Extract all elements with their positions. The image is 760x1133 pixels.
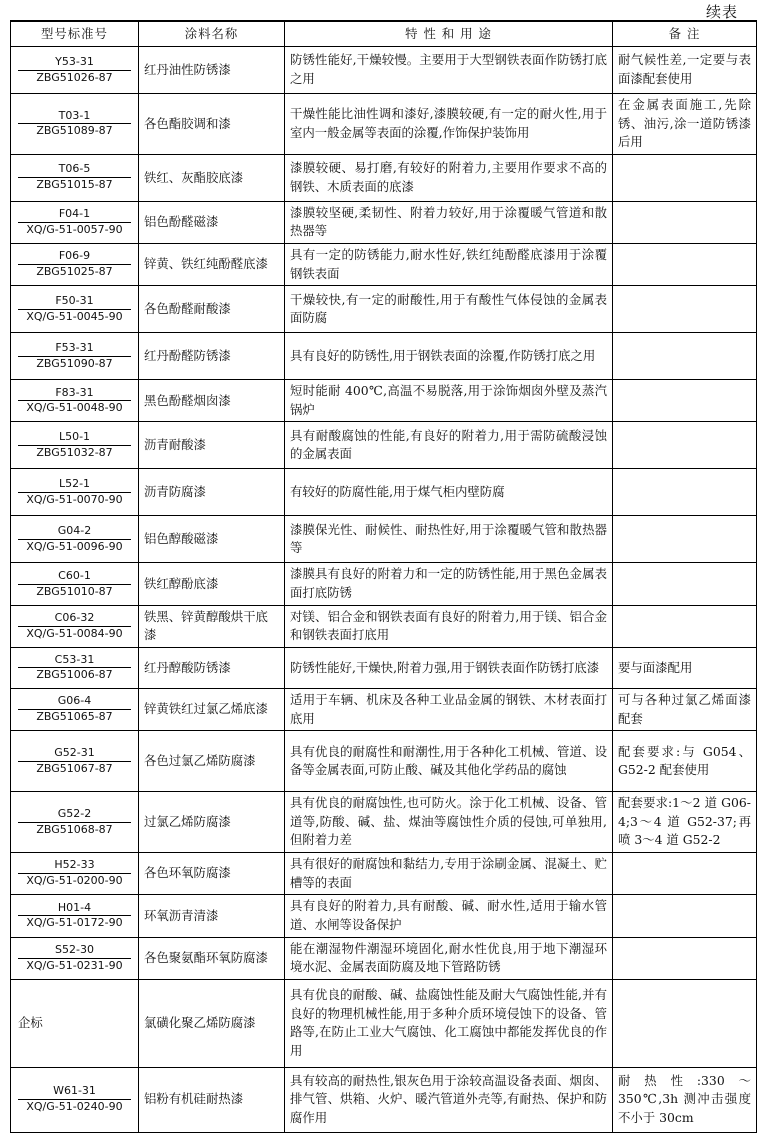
cell-use: 具有优良的耐腐性和耐潮性,用于各种化工机械、管道、设备等金属表面,可防止酸、碱及其他化学药品的腐蚀 (285, 731, 613, 792)
cell-name: 黑色酚醛烟囱漆 (139, 380, 285, 422)
cell-note (613, 154, 757, 201)
cell-name: 各色酚醛耐酸漆 (139, 286, 285, 333)
cell-use: 漆膜具有良好的附着力和一定的防锈性能,用于黑色金属表面打底防锈 (285, 563, 613, 605)
standard-number: ZBG51068-87 (36, 822, 113, 836)
cell-use: 防锈性能好,干燥较慢。主要用于大型钢铁表面作防锈打底之用 (285, 47, 613, 94)
model-number: C06-32 (18, 611, 131, 627)
cell-name: 红丹醇酸防锈漆 (139, 647, 285, 688)
table-row (11, 201, 757, 243)
cell-standard (11, 154, 139, 201)
cell-note (613, 979, 757, 1067)
cell-note (613, 937, 757, 979)
cell-use: 有较好的防腐性能,用于煤气柜内壁防腐 (285, 469, 613, 516)
cell-standard (11, 47, 139, 94)
cell-standard (11, 688, 139, 730)
cell-standard (11, 422, 139, 469)
standard-number: ZBG51026-87 (36, 70, 113, 84)
cell-standard (11, 895, 139, 937)
standard-number: ZBG51006-87 (36, 668, 113, 682)
cell-use: 具有优良的耐腐蚀性,也可防火。涂于化工机械、设备、管道等,防酸、碱、盐、煤油等腐蚀性介质的侵蚀,可单独用,但附着力差 (285, 792, 613, 853)
cell-note (613, 895, 757, 937)
standard-number: ZBG51015-87 (36, 178, 113, 192)
cell-standard (11, 731, 139, 792)
cell-use: 防锈性能好,干燥快,附着力强,用于钢铁表面作防锈打底漆 (285, 647, 613, 688)
cell-note: 配套要求:1～2 道 G06-4;3～4 道 G52-37;再喷 3～4 道 G52-2 (613, 792, 757, 853)
model-number: F50-31 (18, 294, 131, 310)
header-use: 特 性 和 用 途 (285, 21, 613, 47)
standard-number: ZBG51089-87 (36, 124, 113, 138)
standard-number: XQ/G-51-0045-90 (26, 309, 123, 323)
model-number: F53-31 (18, 341, 131, 357)
cell-use: 干燥较快,有一定的耐酸性,用于有酸性气体侵蚀的金属表面防腐 (285, 286, 613, 333)
model-number: C53-31 (18, 653, 131, 669)
cell-note (613, 201, 757, 243)
cell-use: 对镁、铝合金和钢铁表面有良好的附着力,用于镁、铝合金和钢铁表面打底用 (285, 605, 613, 647)
standard-number: ZBG51067-87 (36, 761, 113, 775)
cell-use: 能在潮湿物件潮湿环境固化,耐水性优良,用于地下潮湿环境水泥、金属表面防腐及地下管路防锈 (285, 937, 613, 979)
model-number: C60-1 (18, 569, 131, 585)
table-row (11, 647, 757, 688)
cell-name: 铁红醇酚底漆 (139, 563, 285, 605)
model-number: T06-5 (18, 162, 131, 178)
cell-note (613, 286, 757, 333)
standard-number: ZBG51090-87 (36, 356, 113, 370)
standard-number: XQ/G-51-0200-90 (26, 874, 123, 888)
cell-note (613, 380, 757, 422)
header-name: 涂料名称 (139, 21, 285, 47)
model-number: S52-30 (18, 943, 131, 959)
table-row (11, 154, 757, 201)
standard-number: XQ/G-51-0231-90 (26, 958, 123, 972)
cell-name: 红丹酚醛防锈漆 (139, 333, 285, 380)
paint-spec-table (10, 20, 757, 1133)
cell-use: 适用于车辆、机床及各种工业品金属的钢铁、木材表面打底用 (285, 688, 613, 730)
model-number: G52-2 (18, 807, 131, 823)
cell-use: 漆膜较硬、易打磨,有较好的附着力,主要用作要求不高的钢铁、木质表面的底漆 (285, 154, 613, 201)
table-row (11, 1067, 757, 1132)
model-number: H52-33 (18, 858, 131, 874)
cell-standard (11, 937, 139, 979)
table-row (11, 380, 757, 422)
standard-number: ZBG51065-87 (36, 710, 113, 724)
table-row (11, 286, 757, 333)
cell-standard (11, 380, 139, 422)
standard-number: ZBG51025-87 (36, 265, 113, 279)
header-row (11, 21, 757, 47)
standard-number: ZBG51010-87 (36, 584, 113, 598)
cell-note (613, 469, 757, 516)
cell-note (613, 605, 757, 647)
cell-use: 漆膜较坚硬,柔韧性、附着力较好,用于涂覆暖气管道和散热器等 (285, 201, 613, 243)
table-row (11, 792, 757, 853)
cell-note: 要与面漆配用 (613, 647, 757, 688)
model-number: F06-9 (18, 249, 131, 265)
cell-standard (11, 647, 139, 688)
continuation-label: 续表 (705, 3, 738, 21)
header-note: 备 注 (613, 21, 757, 47)
cell-name: 铝色酚醛磁漆 (139, 201, 285, 243)
standard-number: XQ/G-51-0172-90 (26, 916, 123, 930)
model-number: F04-1 (18, 207, 131, 223)
model-number: L52-1 (18, 477, 131, 493)
cell-standard (11, 469, 139, 516)
table-row (11, 422, 757, 469)
cell-use: 具有耐酸腐蚀的性能,有良好的附着力,用于需防硫酸浸蚀的金属表面 (285, 422, 613, 469)
table-row (11, 688, 757, 730)
standard-number: XQ/G-51-0057-90 (26, 222, 123, 236)
cell-name: 锌黄铁红过氯乙烯底漆 (139, 688, 285, 730)
model-number: Y53-31 (18, 55, 131, 71)
cell-note: 配套要求:与 G054、G52-2 配套使用 (613, 731, 757, 792)
standard-number: XQ/G-51-0096-90 (26, 539, 123, 553)
header-standard: 型号标准号 (11, 21, 139, 47)
cell-standard (11, 853, 139, 895)
table-row (11, 469, 757, 516)
table-row (11, 516, 757, 563)
cell-note: 耐热性:330～350℃,3h 测冲击强度不小于 30cm (613, 1067, 757, 1132)
cell-name: 沥青耐酸漆 (139, 422, 285, 469)
cell-use: 具有良好的防锈性,用于钢铁表面的涂覆,作防锈打底之用 (285, 333, 613, 380)
table-row (11, 244, 757, 286)
cell-standard (11, 605, 139, 647)
standard-number: XQ/G-51-0084-90 (26, 626, 123, 640)
cell-name: 各色聚氨酯环氧防腐漆 (139, 937, 285, 979)
cell-standard (11, 979, 139, 1067)
cell-name: 铝色醇酸磁漆 (139, 516, 285, 563)
cell-standard (11, 244, 139, 286)
cell-use: 具有优良的耐酸、碱、盐腐蚀性能及耐大气腐蚀性能,并有良好的物理机械性能,用于多种介质环境侵蚀下的设备、管路等,在防止工业大气腐蚀、化工腐蚀中都能发挥优良的作用 (285, 979, 613, 1067)
table-row (11, 94, 757, 155)
table-row (11, 47, 757, 94)
model-number: G04-2 (18, 524, 131, 540)
cell-note (613, 853, 757, 895)
table-row (11, 563, 757, 605)
cell-note (613, 422, 757, 469)
cell-use: 具有良好的附着力,具有耐酸、碱、耐水性,适用于输水管道、水闸等设备保护 (285, 895, 613, 937)
table-row (11, 605, 757, 647)
cell-name: 各色环氧防腐漆 (139, 853, 285, 895)
table-row (11, 333, 757, 380)
cell-name: 各色过氯乙烯防腐漆 (139, 731, 285, 792)
standard-number: XQ/G-51-0240-90 (26, 1100, 123, 1114)
cell-note: 耐气候性差,一定要与表面漆配套使用 (613, 47, 757, 94)
cell-use: 短时能耐 400℃,高温不易脱落,用于涂饰烟囱外壁及蒸汽锅炉 (285, 380, 613, 422)
cell-use: 漆膜保光性、耐候性、耐热性好,用于涂覆暖气管和散热器等 (285, 516, 613, 563)
cell-note (613, 244, 757, 286)
model-number: F83-31 (18, 386, 131, 402)
standard-number: XQ/G-51-0070-90 (26, 492, 123, 506)
cell-note (613, 516, 757, 563)
cell-name: 各色酯胶调和漆 (139, 94, 285, 155)
table-row (11, 853, 757, 895)
cell-note: 可与各种过氯乙烯面漆配套 (613, 688, 757, 730)
model-number: L50-1 (18, 430, 131, 446)
cell-name: 氯磺化聚乙烯防腐漆 (139, 979, 285, 1067)
cell-name: 过氯乙烯防腐漆 (139, 792, 285, 853)
standard-number: 企标 (18, 1014, 43, 1030)
cell-standard (11, 94, 139, 155)
cell-use: 具有很好的耐腐蚀和黏结力,专用于涂刷金属、混凝土、贮槽等的表面 (285, 853, 613, 895)
standard-number: XQ/G-51-0048-90 (26, 401, 123, 415)
cell-standard (11, 1067, 139, 1132)
cell-name: 铁黑、锌黄醇酸烘干底漆 (139, 605, 285, 647)
cell-note: 在金属表面施工,先除锈、油污,涂一道防锈漆后用 (613, 94, 757, 155)
model-number: W61-31 (18, 1084, 131, 1100)
table-row (11, 731, 757, 792)
table-row (11, 979, 757, 1067)
cell-standard (11, 286, 139, 333)
standard-number: ZBG51032-87 (36, 445, 113, 459)
cell-name: 环氧沥青清漆 (139, 895, 285, 937)
cell-name: 铁红、灰酯胶底漆 (139, 154, 285, 201)
cell-name: 红丹油性防锈漆 (139, 47, 285, 94)
cell-name: 铝粉有机硅耐热漆 (139, 1067, 285, 1132)
model-number: H01-4 (18, 901, 131, 917)
cell-standard (11, 201, 139, 243)
cell-name: 沥青防腐漆 (139, 469, 285, 516)
table-body (11, 47, 757, 1133)
cell-note (613, 333, 757, 380)
cell-standard (11, 792, 139, 853)
cell-name: 锌黄、铁红纯酚醛底漆 (139, 244, 285, 286)
model-number: G52-31 (18, 746, 131, 762)
cell-note (613, 563, 757, 605)
cell-standard (11, 516, 139, 563)
cell-use: 具有一定的防锈能力,耐水性好,铁红纯酚醛底漆用于涂覆钢铁表面 (285, 244, 613, 286)
table-row (11, 895, 757, 937)
table-row (11, 937, 757, 979)
cell-standard (11, 333, 139, 380)
model-number: T03-1 (18, 109, 131, 125)
cell-use: 干燥性能比油性调和漆好,漆膜较硬,有一定的耐火性,用于室内一般金属等表面的涂覆,作饰保护装饰用 (285, 94, 613, 155)
cell-standard (11, 563, 139, 605)
model-number: G06-4 (18, 694, 131, 710)
cell-use: 具有较高的耐热性,银灰色用于涂较高温设备表面、烟囱、排气管、烘箱、火炉、暖汽管道外壳等,有耐热、保护和防腐作用 (285, 1067, 613, 1132)
